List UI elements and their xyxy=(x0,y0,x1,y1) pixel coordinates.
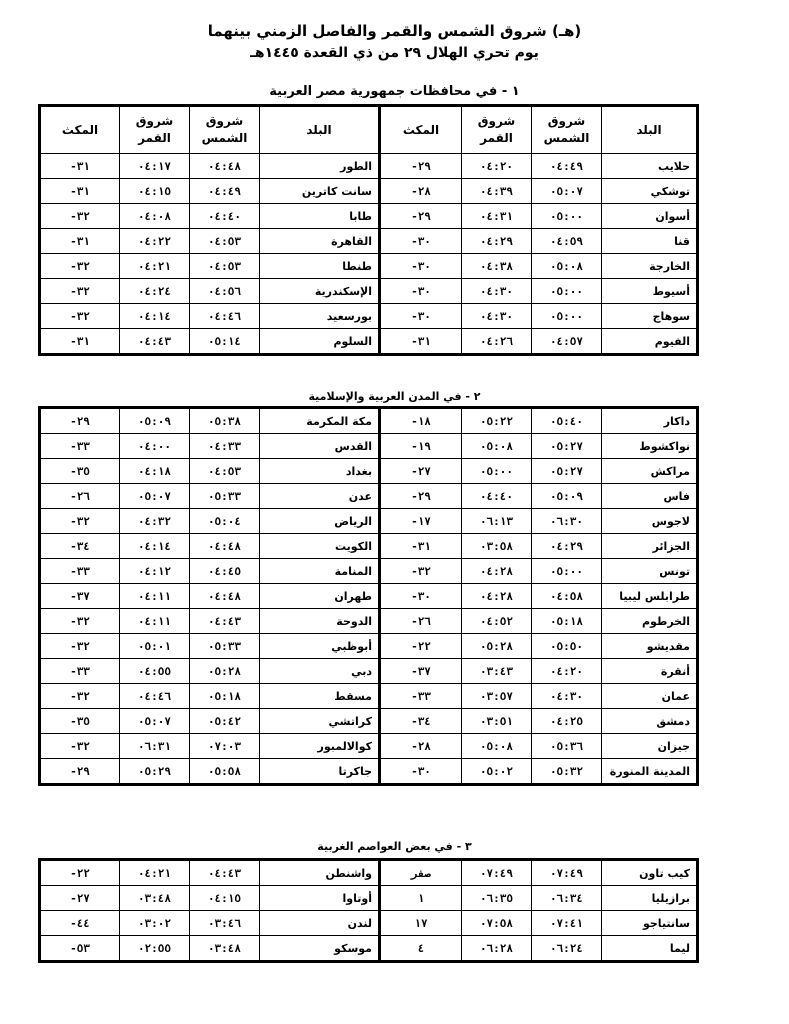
moonrise-cell: ٠٤:٢٤ xyxy=(120,279,190,304)
duration-cell: ٣٢- xyxy=(40,304,120,329)
duration-cell: ٣٤- xyxy=(40,534,120,559)
duration-cell: ٢٧- xyxy=(380,459,462,484)
sunrise-cell: ٠٣:٤٨ xyxy=(190,936,260,962)
sunrise-cell: ٠٥:٤٠ xyxy=(532,408,602,434)
table-row xyxy=(40,684,698,709)
moonrise-cell: ٠٤:٣١ xyxy=(462,204,532,229)
section-heading-western-capitals: ٣ - في بعض العواصم الغربية xyxy=(317,840,472,853)
sunrise-cell: ٠٦:٢٤ xyxy=(532,936,602,962)
header-city: البلد xyxy=(602,106,698,154)
moonrise-cell: ٠٤:٠٨ xyxy=(120,204,190,229)
city-cell: أنقرة xyxy=(602,659,698,684)
sunrise-cell: ٠٤:٤٥ xyxy=(190,559,260,584)
sunrise-cell: ٠٥:١٨ xyxy=(190,684,260,709)
city-cell: القاهرة xyxy=(260,229,380,254)
duration-cell: ٤ xyxy=(380,936,462,962)
sunrise-cell: ٠٥:٢٨ xyxy=(190,659,260,684)
sunrise-cell: ٠٥:٣٦ xyxy=(532,734,602,759)
city-cell: مراكش xyxy=(602,459,698,484)
moonrise-cell: ٠٤:١٢ xyxy=(120,559,190,584)
duration-cell: ٣٠- xyxy=(380,279,462,304)
city-cell: الإسكندرية xyxy=(260,279,380,304)
duration-cell: ٢٦- xyxy=(380,609,462,634)
duration-cell: ٣١- xyxy=(40,154,120,179)
sunrise-cell: ٠٤:٣٣ xyxy=(190,434,260,459)
city-cell: عمان xyxy=(602,684,698,709)
sunrise-cell: ٠٤:٤٨ xyxy=(190,584,260,609)
city-cell: الطور xyxy=(260,154,380,179)
sunrise-cell: ٠٤:٥٩ xyxy=(532,229,602,254)
duration-cell: ٢٢- xyxy=(40,860,120,886)
moonrise-cell: ٠٤:٣٩ xyxy=(462,179,532,204)
city-cell: سانت كاترين xyxy=(260,179,380,204)
table-row xyxy=(40,634,698,659)
duration-cell: ٣٢- xyxy=(40,609,120,634)
moonrise-cell: ٠٣:٥٨ xyxy=(462,534,532,559)
sunrise-cell: ٠٤:٤٣ xyxy=(190,609,260,634)
city-cell: مكة المكرمة xyxy=(260,408,380,434)
duration-cell: ٣٢- xyxy=(380,559,462,584)
duration-cell: ٣٢- xyxy=(40,634,120,659)
duration-cell: ٣١- xyxy=(40,179,120,204)
moonrise-cell: ٠٧:٤٩ xyxy=(462,860,532,886)
city-cell: جيزان xyxy=(602,734,698,759)
duration-cell: ٣٢- xyxy=(40,254,120,279)
city-cell: الكويت xyxy=(260,534,380,559)
duration-cell: ٣٠- xyxy=(380,304,462,329)
table-arab-islamic xyxy=(38,406,699,786)
table-row xyxy=(40,584,698,609)
duration-cell: ١٨- xyxy=(380,408,462,434)
duration-cell: ٣٠- xyxy=(380,229,462,254)
table-row xyxy=(40,254,698,279)
moonrise-cell: ٠٣:٥١ xyxy=(462,709,532,734)
sunrise-cell: ٠٤:٥٣ xyxy=(190,459,260,484)
city-cell: جاكرتا xyxy=(260,759,380,785)
sunrise-cell: ٠٥:٣٨ xyxy=(190,408,260,434)
sunrise-cell: ٠٧:٤٩ xyxy=(532,860,602,886)
sunrise-cell: ٠٤:٢٠ xyxy=(532,659,602,684)
sunrise-cell: ٠٥:٠٠ xyxy=(532,279,602,304)
moonrise-cell: ٠٤:٢٨ xyxy=(462,559,532,584)
moonrise-cell: ٠٣:٤٨ xyxy=(120,886,190,911)
header-duration: المكث xyxy=(40,106,120,154)
table-egypt xyxy=(38,104,699,356)
city-cell: أوتاوا xyxy=(260,886,380,911)
sunrise-cell: ٠٥:٣٣ xyxy=(190,634,260,659)
moonrise-cell: ٠٥:٠٩ xyxy=(120,408,190,434)
city-cell: أسوان xyxy=(602,204,698,229)
table-row xyxy=(40,734,698,759)
sunrise-cell: ٠٥:١٨ xyxy=(532,609,602,634)
duration-cell: ٣٢- xyxy=(40,204,120,229)
moonrise-cell: ٠٤:١٨ xyxy=(120,459,190,484)
table-row xyxy=(40,936,698,962)
moonrise-cell: ٠٤:٢٩ xyxy=(462,229,532,254)
header-sunrise: شروق الشمس xyxy=(532,106,602,154)
moonrise-cell: ٠٥:٠٠ xyxy=(462,459,532,484)
city-cell: المنامة xyxy=(260,559,380,584)
moonrise-cell: ٠٤:١١ xyxy=(120,584,190,609)
city-cell: كوالالمبور xyxy=(260,734,380,759)
city-cell: أسيوط xyxy=(602,279,698,304)
duration-cell: ٣١- xyxy=(380,329,462,355)
city-cell: المدينة المنورة xyxy=(602,759,698,785)
city-cell: بورسعيد xyxy=(260,304,380,329)
table-row xyxy=(40,459,698,484)
duration-cell: ٣٢- xyxy=(40,734,120,759)
moonrise-cell: ٠٣:٠٢ xyxy=(120,911,190,936)
duration-cell: ٣٣- xyxy=(380,684,462,709)
city-cell: الخارجة xyxy=(602,254,698,279)
moonrise-cell: ٠٤:٥٥ xyxy=(120,659,190,684)
city-cell: كيب تاون xyxy=(602,860,698,886)
city-cell: لاجوس xyxy=(602,509,698,534)
moonrise-cell: ٠٦:١٣ xyxy=(462,509,532,534)
duration-cell: ٢٢- xyxy=(380,634,462,659)
duration-cell: ٣٤- xyxy=(380,709,462,734)
table-row xyxy=(40,408,698,434)
moonrise-cell: ٠٤:٢٢ xyxy=(120,229,190,254)
header-city: البلد xyxy=(260,106,380,154)
duration-cell: صفر xyxy=(380,860,462,886)
moonrise-cell: ٠٧:٥٨ xyxy=(462,911,532,936)
sunrise-cell: ٠٤:٤٦ xyxy=(190,304,260,329)
sunrise-cell: ٠٤:٥٣ xyxy=(190,254,260,279)
moonrise-cell: ٠٤:١١ xyxy=(120,609,190,634)
moonrise-cell: ٠٤:٤٠ xyxy=(462,484,532,509)
city-cell: الدوحة xyxy=(260,609,380,634)
duration-cell: ٣١- xyxy=(40,329,120,355)
table-row xyxy=(40,759,698,785)
header-moonrise: شروق القمر xyxy=(120,106,190,154)
moonrise-cell: ٠٥:٠١ xyxy=(120,634,190,659)
moonrise-cell: ٠٥:٢٨ xyxy=(462,634,532,659)
city-cell: سوهاج xyxy=(602,304,698,329)
moonrise-cell: ٠٤:٢٦ xyxy=(462,329,532,355)
moonrise-cell: ٠٤:٢٠ xyxy=(462,154,532,179)
duration-cell: ٢٧- xyxy=(40,886,120,911)
duration-cell: ٣٧- xyxy=(40,584,120,609)
moonrise-cell: ٠٤:٤٦ xyxy=(120,684,190,709)
city-cell: داكار xyxy=(602,408,698,434)
duration-cell: ٣٢- xyxy=(40,509,120,534)
city-cell: السلوم xyxy=(260,329,380,355)
header-sunrise: شروق الشمس xyxy=(190,106,260,154)
sunrise-cell: ٠٤:٤٣ xyxy=(190,860,260,886)
moonrise-cell: ٠٥:٢٢ xyxy=(462,408,532,434)
city-cell: نواكشوط xyxy=(602,434,698,459)
duration-cell: ٥٣- xyxy=(40,936,120,962)
moonrise-cell: ٠٥:٠٨ xyxy=(462,434,532,459)
duration-cell: ٣٠- xyxy=(380,254,462,279)
moonrise-cell: ٠٥:٠٧ xyxy=(120,709,190,734)
sunrise-cell: ٠٤:٢٥ xyxy=(532,709,602,734)
city-cell: قنا xyxy=(602,229,698,254)
duration-cell: ٣٣- xyxy=(40,559,120,584)
duration-cell: ٢٨- xyxy=(380,179,462,204)
city-cell: الخرطوم xyxy=(602,609,698,634)
city-cell: طنطا xyxy=(260,254,380,279)
city-cell: الجزائر xyxy=(602,534,698,559)
sunrise-cell: ٠٤:٤٩ xyxy=(532,154,602,179)
duration-cell: ١٧ xyxy=(380,911,462,936)
moonrise-cell: ٠٦:٢٨ xyxy=(462,936,532,962)
duration-cell: ٣١- xyxy=(380,534,462,559)
duration-cell: ٢٩- xyxy=(40,408,120,434)
moonrise-cell: ٠٦:٣١ xyxy=(120,734,190,759)
moonrise-cell: ٠٤:٢١ xyxy=(120,254,190,279)
sunrise-cell: ٠٤:٤٩ xyxy=(190,179,260,204)
duration-cell: ٢٦- xyxy=(40,484,120,509)
sunrise-cell: ٠٥:٢٧ xyxy=(532,434,602,459)
moonrise-cell: ٠٢:٥٥ xyxy=(120,936,190,962)
duration-cell: ٣٣- xyxy=(40,659,120,684)
city-cell: مسقط xyxy=(260,684,380,709)
duration-cell: ٢٩- xyxy=(380,204,462,229)
sunrise-cell: ٠٤:٤٠ xyxy=(190,204,260,229)
moonrise-cell: ٠٤:٢١ xyxy=(120,860,190,886)
duration-cell: ٢٨- xyxy=(380,734,462,759)
sunrise-cell: ٠٥:٥٨ xyxy=(190,759,260,785)
table-row xyxy=(40,434,698,459)
moonrise-cell: ٠٤:٥٢ xyxy=(462,609,532,634)
moonrise-cell: ٠٤:١٤ xyxy=(120,304,190,329)
city-cell: طهران xyxy=(260,584,380,609)
sunrise-cell: ٠٥:٥٠ xyxy=(532,634,602,659)
city-cell: طابا xyxy=(260,204,380,229)
moonrise-cell: ٠٥:٠٨ xyxy=(462,734,532,759)
moonrise-cell: ٠٣:٥٧ xyxy=(462,684,532,709)
table-header-row xyxy=(40,106,698,154)
table-row xyxy=(40,329,698,355)
moonrise-cell: ٠٥:٠٢ xyxy=(462,759,532,785)
table-row xyxy=(40,860,698,886)
sunrise-cell: ٠٤:٥٣ xyxy=(190,229,260,254)
city-cell: فاس xyxy=(602,484,698,509)
section-heading-egypt: ١ - في محافظات جمهورية مصر العربية xyxy=(269,84,520,99)
sunrise-cell: ٠٥:٤٢ xyxy=(190,709,260,734)
moonrise-cell: ٠٤:١٥ xyxy=(120,179,190,204)
table-row xyxy=(40,609,698,634)
sunrise-cell: ٠٥:١٤ xyxy=(190,329,260,355)
moonrise-cell: ٠٤:٣٨ xyxy=(462,254,532,279)
city-cell: طرابلس ليبيا xyxy=(602,584,698,609)
duration-cell: ٢٩- xyxy=(380,484,462,509)
moonrise-cell: ٠٣:٤٣ xyxy=(462,659,532,684)
city-cell: واشنطن xyxy=(260,860,380,886)
table-western-capitals xyxy=(38,858,699,963)
city-cell: أبوظبي xyxy=(260,634,380,659)
section-heading-arab-islamic: ٢ - في المدن العربية والإسلامية xyxy=(308,390,481,403)
city-cell: مقديشو xyxy=(602,634,698,659)
duration-cell: ٣٠- xyxy=(380,759,462,785)
table-row xyxy=(40,484,698,509)
sunrise-cell: ٠٣:٤٦ xyxy=(190,911,260,936)
sunrise-cell: ٠٥:٠٤ xyxy=(190,509,260,534)
sunrise-cell: ٠٥:٠٨ xyxy=(532,254,602,279)
moonrise-cell: ٠٥:٢٩ xyxy=(120,759,190,785)
duration-cell: ٣١- xyxy=(40,229,120,254)
duration-cell: ٣٢- xyxy=(40,279,120,304)
table-row xyxy=(40,559,698,584)
city-cell: كراتشي xyxy=(260,709,380,734)
duration-cell: ٤٤- xyxy=(40,911,120,936)
table-row xyxy=(40,509,698,534)
duration-cell: ١ xyxy=(380,886,462,911)
sunrise-cell: ٠٤:٥٨ xyxy=(532,584,602,609)
moonrise-cell: ٠٦:٣٥ xyxy=(462,886,532,911)
duration-cell: ١٧- xyxy=(380,509,462,534)
table-row xyxy=(40,279,698,304)
duration-cell: ٢٩- xyxy=(40,759,120,785)
table-row xyxy=(40,204,698,229)
document-subtitle: يوم تحري الهلال ٢٩ من ذي القعدة ١٤٤٥هـ xyxy=(250,45,539,61)
city-cell: ليما xyxy=(602,936,698,962)
table-row xyxy=(40,659,698,684)
sunrise-cell: ٠٤:١٥ xyxy=(190,886,260,911)
duration-cell: ٣٣- xyxy=(40,434,120,459)
city-cell: تونس xyxy=(602,559,698,584)
sunrise-cell: ٠٤:٥٦ xyxy=(190,279,260,304)
sunrise-cell: ٠٤:٤٨ xyxy=(190,154,260,179)
duration-cell: ٣٠- xyxy=(380,584,462,609)
table-row xyxy=(40,154,698,179)
sunrise-cell: ٠٤:٣٠ xyxy=(532,684,602,709)
sunrise-cell: ٠٤:٤٨ xyxy=(190,534,260,559)
duration-cell: ٣٧- xyxy=(380,659,462,684)
document-title: (هـ) شروق الشمس والقمر والفاصل الزمني بينهما xyxy=(207,22,582,40)
moonrise-cell: ٠٤:٠٠ xyxy=(120,434,190,459)
moonrise-cell: ٠٤:١٤ xyxy=(120,534,190,559)
sunrise-cell: ٠٤:٢٩ xyxy=(532,534,602,559)
sunrise-cell: ٠٥:٠٠ xyxy=(532,559,602,584)
duration-cell: ١٩- xyxy=(380,434,462,459)
header-duration: المكث xyxy=(380,106,462,154)
duration-cell: ٣٥- xyxy=(40,709,120,734)
duration-cell: ٣٢- xyxy=(40,684,120,709)
table-row xyxy=(40,534,698,559)
moonrise-cell: ٠٤:٣٢ xyxy=(120,509,190,534)
city-cell: توشكي xyxy=(602,179,698,204)
table-row xyxy=(40,229,698,254)
sunrise-cell: ٠٦:٣٠ xyxy=(532,509,602,534)
table-row xyxy=(40,179,698,204)
city-cell: دبي xyxy=(260,659,380,684)
city-cell: حلايب xyxy=(602,154,698,179)
sunrise-cell: ٠٤:٥٧ xyxy=(532,329,602,355)
city-cell: دمشق xyxy=(602,709,698,734)
moonrise-cell: ٠٤:٤٣ xyxy=(120,329,190,355)
city-cell: سانتياجو xyxy=(602,911,698,936)
sunrise-cell: ٠٥:٠٧ xyxy=(532,179,602,204)
sunrise-cell: ٠٥:٢٧ xyxy=(532,459,602,484)
sunrise-cell: ٠٥:٣٢ xyxy=(532,759,602,785)
duration-cell: ٢٩- xyxy=(380,154,462,179)
city-cell: لندن xyxy=(260,911,380,936)
sunrise-cell: ٠٥:٠٠ xyxy=(532,304,602,329)
sunrise-cell: ٠٥:٠٩ xyxy=(532,484,602,509)
city-cell: القدس xyxy=(260,434,380,459)
sunrise-cell: ٠٥:٣٣ xyxy=(190,484,260,509)
city-cell: برازيليا xyxy=(602,886,698,911)
city-cell: بغداد xyxy=(260,459,380,484)
table-row xyxy=(40,886,698,911)
city-cell: الفيوم xyxy=(602,329,698,355)
duration-cell: ٣٥- xyxy=(40,459,120,484)
header-moonrise: شروق القمر xyxy=(462,106,532,154)
table-row xyxy=(40,709,698,734)
sunrise-cell: ٠٦:٣٤ xyxy=(532,886,602,911)
table-row xyxy=(40,911,698,936)
sunrise-cell: ٠٥:٠٠ xyxy=(532,204,602,229)
moonrise-cell: ٠٤:٣٠ xyxy=(462,304,532,329)
sunrise-cell: ٠٧:٤١ xyxy=(532,911,602,936)
moonrise-cell: ٠٤:٣٠ xyxy=(462,279,532,304)
moonrise-cell: ٠٥:٠٧ xyxy=(120,484,190,509)
moonrise-cell: ٠٤:١٧ xyxy=(120,154,190,179)
city-cell: عدن xyxy=(260,484,380,509)
city-cell: الرياض xyxy=(260,509,380,534)
moonrise-cell: ٠٤:٢٨ xyxy=(462,584,532,609)
sunrise-cell: ٠٧:٠٣ xyxy=(190,734,260,759)
table-row xyxy=(40,304,698,329)
city-cell: موسكو xyxy=(260,936,380,962)
